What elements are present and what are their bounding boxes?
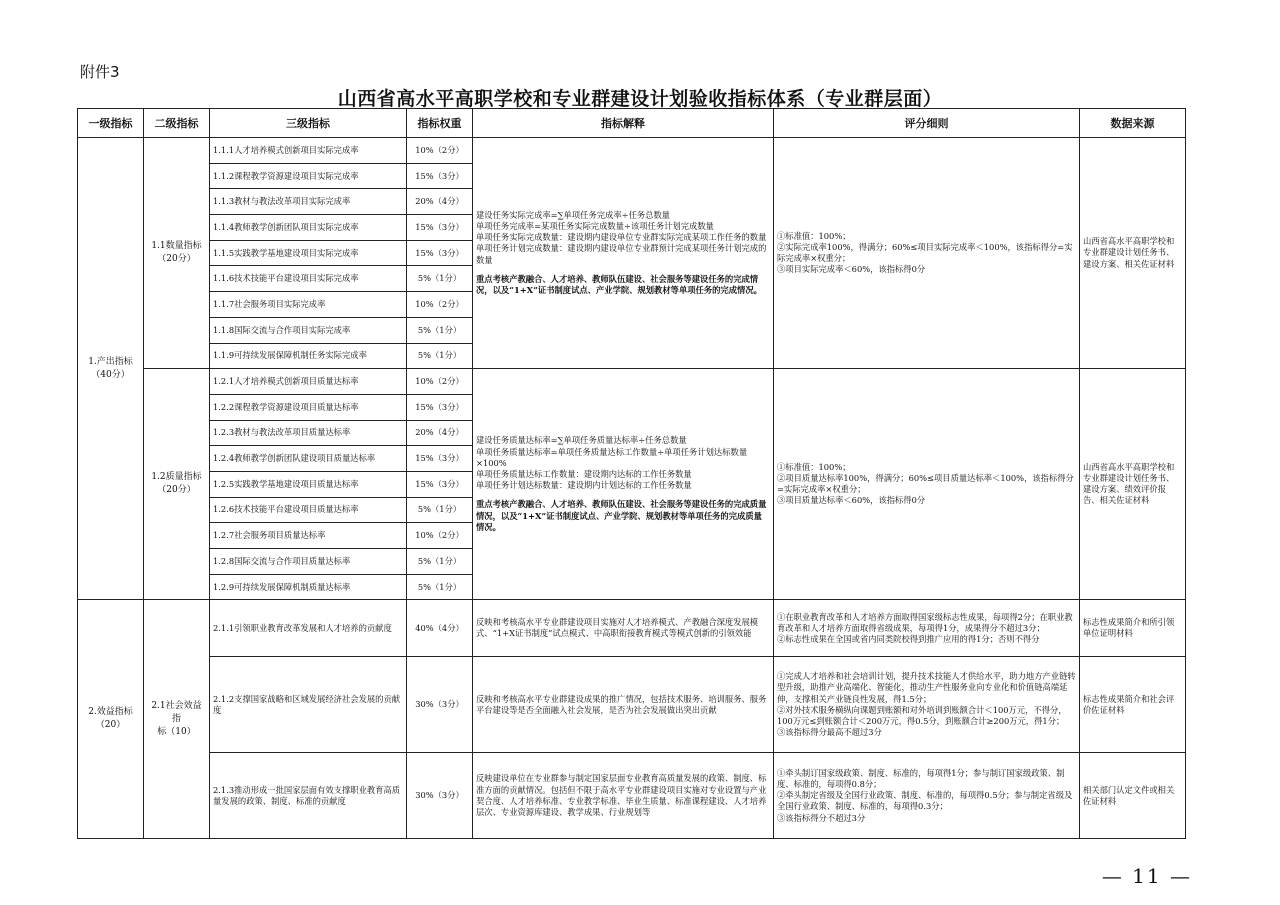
level2-cell: 1.2质量指标 （20分）: [144, 369, 210, 600]
header-scoring-rules: 评分细则: [774, 109, 1080, 138]
explanation-text: 建设任务实际完成率=∑单项任务完成率÷任务总数量 单项任务完成率=某项任务实际完成数量÷该项任务计划完成数量 单项任务实际完成数量：建设期内建设单位专业群实际完成某项工作任务的数量 单项任务计划完成数量：建设期内建设单位专业群预计完成某项任务计划完成的数量: [476, 209, 767, 265]
weight-cell: 30%（3分）: [407, 753, 473, 839]
table-header-row: [78, 109, 1186, 138]
level3-cell: 1.1.6技术技能平台建设项目实际完成率: [210, 266, 407, 292]
level3-cell: 1.2.8国际交流与合作项目质量达标率: [210, 549, 407, 575]
level3-cell: 2.1.3推动形成一批国家层面有效支撑职业教育高质量发展的政策、制度、标准的贡献度: [210, 753, 407, 839]
explanation-cell: 反映和考核高水平专业群建设项目实施对人才培养模式、产教融合深度发展模式、“1+X证书制度”试点模式、中高职衔接教育模式等模式创新的引领效能: [473, 600, 774, 657]
table-row: [78, 600, 1186, 657]
table-row: [78, 657, 1186, 753]
data-source-cell: 相关部门认定文件或相关佐证材料: [1080, 753, 1186, 839]
level1-cell: 1.产出指标 （40分）: [78, 138, 144, 600]
weight-cell: 15%（3分）: [407, 446, 473, 472]
weight-cell: 5%（1分）: [407, 497, 473, 523]
level3-cell: 1.2.6技术技能平台建设项目质量达标率: [210, 497, 407, 523]
level3-cell: 2.1.1引领职业教育改革发展和人才培养的贡献度: [210, 600, 407, 657]
weight-cell: 15%（3分）: [407, 394, 473, 420]
weight-cell: 5%（1分）: [407, 266, 473, 292]
scoring-rule-cell: ①标准值：100%； ②项目质量达标率100%，得满分；60%≤项目质量达标率＜100%，该指标得分=实际完成率×权重分； ③项目质量达标率＜60%，该指标得0分: [774, 369, 1080, 600]
level3-cell: 1.1.1人才培养模式创新项目实际完成率: [210, 138, 407, 164]
scoring-rule-cell: ①在职业教育改革和人才培养方面取得国家级标志性成果，每项得2分；在职业教育改革和人才培养方面取得省级成果，每项得1分，成果得分不超过3分； ②标志性成果在全国或省内同类院校得到推广应用的得1分；否则不得分: [774, 600, 1080, 657]
weight-cell: 5%（1分）: [407, 574, 473, 600]
weight-cell: 15%（3分）: [407, 215, 473, 241]
level3-cell: 1.1.5实践教学基地建设项目实际完成率: [210, 240, 407, 266]
level2-cell: 2.1社会效益指 标（10）: [144, 600, 210, 839]
weight-cell: 15%（3分）: [407, 163, 473, 189]
explanation-cell: [473, 369, 774, 600]
level3-cell: 1.1.8国际交流与合作项目实际完成率: [210, 317, 407, 343]
level3-cell: 1.1.7社会服务项目实际完成率: [210, 292, 407, 318]
level3-cell: 1.1.4教师教学创新团队项目实际完成率: [210, 215, 407, 241]
page-number: — 11 —: [1101, 864, 1192, 888]
explanation-cell: [473, 138, 774, 369]
explanation-text: 建设任务质量达标率=∑单项任务质量达标率÷任务总数量 单项任务质量达标率=单项任务质量达标工作数量÷单项任务计划达标数量×100% 单项任务质量达标工作数量：建设期内达标的工作任务数量 单项任务计划达标数量：建设期内计划达标的工作任务数量: [476, 435, 748, 491]
header-level1: 一级指标: [78, 109, 144, 138]
explanation-emphasis: 重点考核产教融合、人才培养、教师队伍建设、社会服务等建设任务的完成情况，以及“1+X”证书制度试点、产业学院、规划教材等单项任务的完成情况。: [476, 273, 762, 296]
scoring-rule-cell: ①完成人才培养和社会培训计划，提升技术技能人才供给水平，助力地方产业链转型升级，助推产业高端化、智能化，推动生产性服务业向专业化和价值链高端延伸，支撑相关产业链良性发展，得1.5分； ②对外技术服务横纵向课题到账额和对外培训到账额合计＜100万元，不得分，100万元≤到账额合计＜200万元，得0.5分，到账额合计≥200万元，得1分； ③该指标得分最高不超过3分: [774, 657, 1080, 753]
explanation-cell: 反映和考核高水平专业群建设成果的推广情况，包括技术服务、培训服务、服务平台建设等是否全面融入社会发展，是否为社会发展做出突出贡献: [473, 657, 774, 753]
scoring-rule-cell: ①标准值：100%； ②实际完成率100%，得满分；60%≤项目实际完成率＜100%，该指标得分=实际完成率×权重分； ③项目实际完成率＜60%，该指标得0分: [774, 138, 1080, 369]
level2-cell: 1.1数量指标 （20分）: [144, 138, 210, 369]
scoring-rule-cell: ①牵头制订国家级政策、制度、标准的，每项得1分；参与制订国家级政策、制度、标准的，每项得0.8分； ②牵头制定省级及全国行业政策、制度、标准的，每项得0.5分；参与制定省级及全国行业政策、制度、标准的，每项得0.3分； ③该指标得分不超过3分: [774, 753, 1080, 839]
level1-cell: 2.效益指标 （20）: [78, 600, 144, 839]
weight-cell: 15%（3分）: [407, 240, 473, 266]
weight-cell: 15%（3分）: [407, 471, 473, 497]
explanation-cell: 反映建设单位在专业群参与制定国家层面专业教育高质量发展的政策、制度、标准方面的贡献情况。包括但不限于高水平专业群建设项目实施对专业设置与产业契合度、人才培养标准、专业教学标准、毕业生质量、标准课程建设、人才培养层次、专业资源库建设、教学成果、行业规划等: [473, 753, 774, 839]
weight-cell: 5%（1分）: [407, 343, 473, 369]
level3-cell: 1.1.3教材与教法改革项目实际完成率: [210, 189, 407, 215]
level3-cell: 1.2.1人才培养模式创新项目质量达标率: [210, 369, 407, 395]
level3-cell: 1.2.2课程教学资源建设项目质量达标率: [210, 394, 407, 420]
table-row: [78, 753, 1186, 839]
weight-cell: 5%（1分）: [407, 317, 473, 343]
weight-cell: 10%（2分）: [407, 523, 473, 549]
level3-cell: 2.1.2支撑国家战略和区域发展经济社会发展的贡献度: [210, 657, 407, 753]
data-source-cell: 山西省高水平高职学校和专业群建设计划任务书、建设方案、相关佐证材料: [1080, 138, 1186, 369]
header-explanation: 指标解释: [473, 109, 774, 138]
explanation-emphasis: 重点考核产教融合、人才培养、教师队伍建设、社会服务等建设任务的完成质量情况，以及“1+X”证书制度试点、产业学院、规划教材等单项任务的完成质量情况。: [476, 499, 767, 532]
level3-cell: 1.1.2课程教学资源建设项目实际完成率: [210, 163, 407, 189]
weight-cell: 30%（3分）: [407, 657, 473, 753]
level3-cell: 1.2.7社会服务项目质量达标率: [210, 523, 407, 549]
table-row: [78, 369, 1186, 395]
indicator-table: [77, 108, 1186, 839]
header-level2: 二级指标: [144, 109, 210, 138]
weight-cell: 5%（1分）: [407, 549, 473, 575]
data-source-cell: 山西省高水平高职学校和专业群建设计划任务书、建设方案、绩效评价报告、相关佐证材料: [1080, 369, 1186, 600]
level3-cell: 1.2.4教师教学创新团队建设项目质量达标率: [210, 446, 407, 472]
header-data-source: 数据来源: [1080, 109, 1186, 138]
weight-cell: 20%（4分）: [407, 420, 473, 446]
weight-cell: 20%（4分）: [407, 189, 473, 215]
table-row: [78, 138, 1186, 164]
weight-cell: 10%（2分）: [407, 138, 473, 164]
weight-cell: 40%（4分）: [407, 600, 473, 657]
header-level3: 三级指标: [210, 109, 407, 138]
attachment-label: 附件3: [80, 63, 120, 81]
header-weight: 指标权重: [407, 109, 473, 138]
level3-cell: 1.2.9可持续发展保障机制质量达标率: [210, 574, 407, 600]
weight-cell: 10%（2分）: [407, 369, 473, 395]
level3-cell: 1.2.3教材与教法改革项目质量达标率: [210, 420, 407, 446]
level3-cell: 1.1.9可持续发展保障机制任务实际完成率: [210, 343, 407, 369]
data-source-cell: 标志性成果简介和社会评价佐证材料: [1080, 657, 1186, 753]
data-source-cell: 标志性成果简介和所引领单位证明材料: [1080, 600, 1186, 657]
weight-cell: 10%（2分）: [407, 292, 473, 318]
level3-cell: 1.2.5实践教学基地建设项目质量达标率: [210, 471, 407, 497]
page-title: 山西省高水平高职学校和专业群建设计划验收指标体系（专业群层面）: [337, 88, 943, 110]
